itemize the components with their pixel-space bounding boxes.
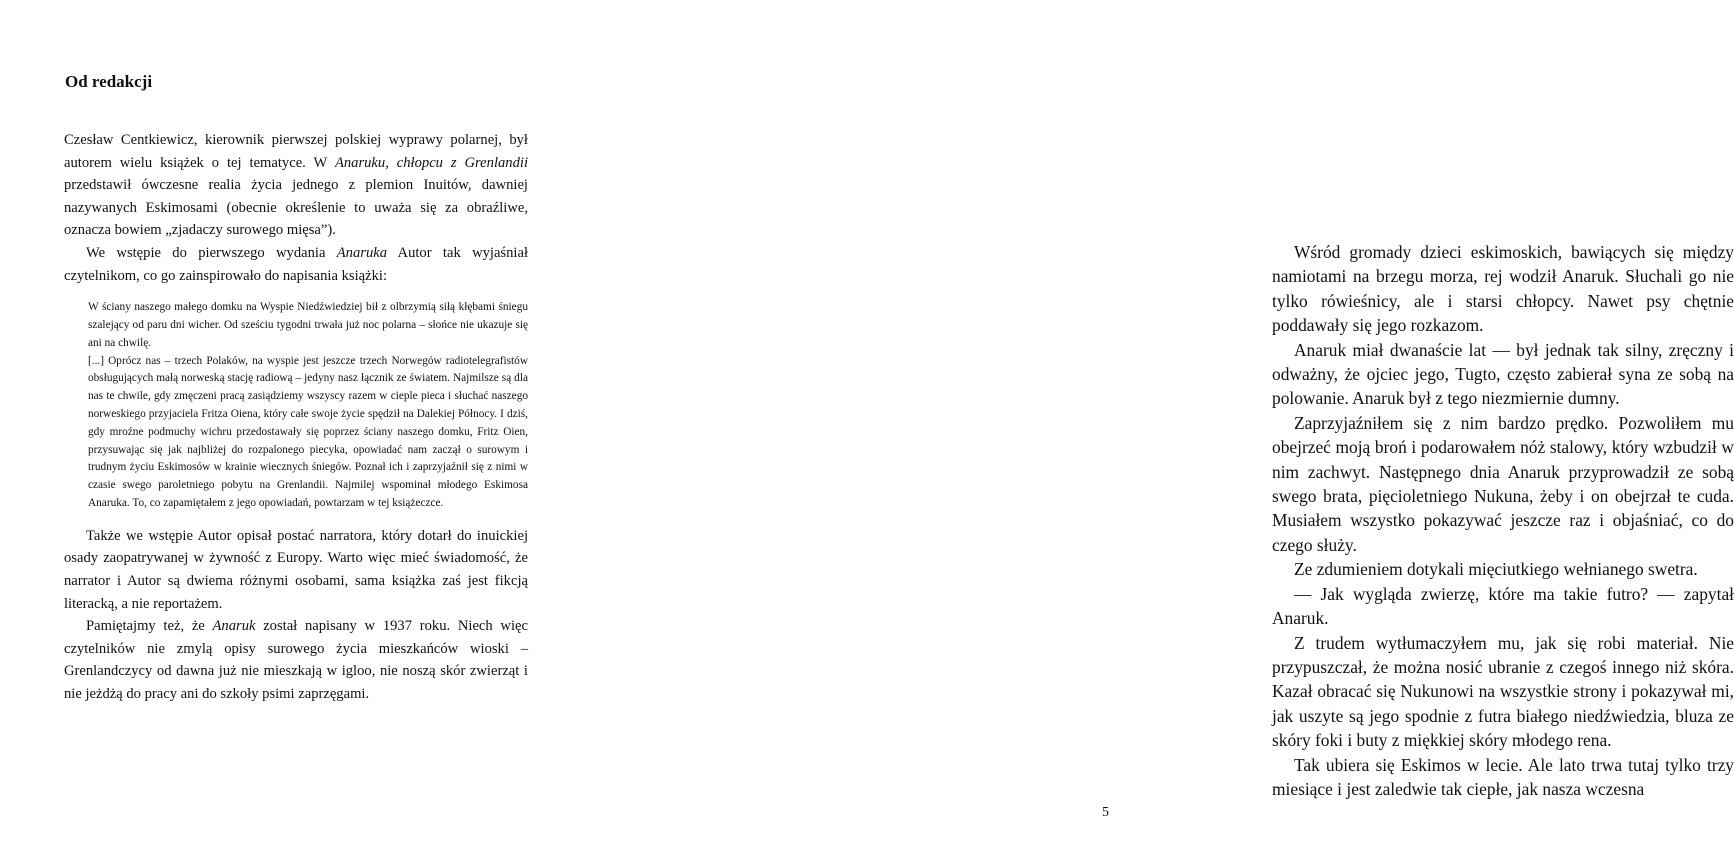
outro-paragraph-1: Także we wstępie Autor opisał postać narratora, który dotarł do inuickiej osady zaopatrywanej w żywność z Europy. Warto więc mieć świadomość, że narrator i Autor są dwiema różnymi osobami, sama książka zaś jest fikcją literacką, a nie reportażem. — [64, 527, 528, 612]
page-number: 5 — [1102, 805, 1109, 820]
story-paragraph: Zaprzyjaźniłem się z nim bardzo prędko. Pozwoliłem mu obejrzeć moją broń i podarowałem nóż stalowy, który wzbudził w nim zachwyt. Następnego dnia Anaruk przyprowadził ze sobą swego brata, pięcioletniego Nukuna, żeby i on obejrzał te cuda. Musiałem wszystko pokazywać jeszcze raz i objaśniać, co do czego służy. — [1272, 412, 1734, 555]
editorial-text — [64, 129, 528, 705]
story-paragraph: — Jak wygląda zwierzę, które ma takie futro? — zapytał Anaruk. — [1272, 583, 1734, 629]
outro-paragraph-2 — [64, 615, 528, 705]
quote-paragraph: [...] Oprócz nas – trzech Polaków, na wyspie jest jeszcze trzech Norwegów radiotelegrafistów obsługujących małą norweską stację radiową – jedyny nasz łącznik ze światem. Najmilsze są dla nas te chwile, gdy zmęczeni pracą zasiądziemy wszyscy razem w cieple pieca i słuchać naszego norweskiego przyjaciela Fritza Oiena, który całe swoje życie spędził na Dalekiej Północy. I dziś, gdy mroźne podmuchy wichru przedostawały się poprzez ściany naszego domku, Fritz Oien, przysuwając się jak najbliżej do rozpalonego piecyka, opowiadać nam zaczął o surowym i trudnym życiu Eskimosów w krainie wiecznych śniegów. Poznał ich i zaprzyjaźnił się z nimi w czasie swego paroletniego pobytu na Grenlandii. Najmilej wspominał młodego Eskimosa Anaruka. To, co zapamiętałem z jego opowiadań, powtarzam w tej książeczce. — [88, 354, 528, 509]
story-paragraph: Anaruk miał dwanaście lat — był jednak tak silny, zręczny i odważny, że ojciec jego, Tugto, często zabierał syna ze sobą na polowanie. Anaruk był z tego niezmiernie dumny. — [1272, 339, 1734, 409]
story-paragraph: Tak ubiera się Eskimos w lecie. Ale lato trwa tutaj tylko trzy miesiące i jest zaledwie tak ciepłe, jak nasza wczesna — [1272, 754, 1734, 799]
story-text — [1272, 240, 1734, 801]
intro-text: We wstępie do pierwszego wydania — [86, 244, 337, 261]
intro-text: przedstawił ówczesne realia życia jednego z plemion Inuitów, dawniej nazywanych Eskimosami (obecnie określenie to uważa się za obraźliwe, oznacza bowiem „zjadaczy surowego mięsa”). — [64, 177, 528, 239]
left-page — [0, 0, 600, 866]
intro-paragraph-2 — [64, 242, 528, 287]
book-title: Anaruku, chłopcu z Grenlandii — [334, 154, 529, 171]
intro-text: Czesław Centkiewicz, kierownik pierwszej polskiej wyprawy polarnej, był autorem wielu książek o tej tematyce. W — [64, 132, 528, 171]
editorial-heading: Od redakcji — [65, 72, 153, 91]
quote-paragraph: W ściany naszego małego domku na Wyspie Niedźwiedziej bił z olbrzymią siłą kłębami śniegu szalejący od paru dni wicher. Od sześciu tygodni trwała już noc polarna – słońce nie ukazuje się ani na chwilę. — [88, 301, 528, 349]
book-title: Anaruka — [336, 244, 388, 261]
story-paragraph: Z trudem wytłumaczyłem mu, jak się robi materiał. Nie przypuszczał, że można nosić ubranie z czegoś innego niż skóra. Kazał obracać się Nukunowi na wszystkie strony i pokazywał mi, jak uszyte są jego spodnie z futra białego niedźwiedzia, bluza ze skóry foki i buty z miękkiej skóry młodego rena. — [1272, 632, 1734, 751]
outro-text: Pamiętajmy też, że — [86, 618, 213, 635]
story-paragraph: Ze zdumieniem dotykali mięciutkiego wełnianego swetra. — [1294, 559, 1698, 580]
outro-text: został napisany w 1937 roku. Niech więc czytelników nie zmylą opisy surowego życia mieszkańców wioski – Grenlandczycy od dawna już nie mieszkają w igloo, nie noszą skór zwierząt i nie jeżdżą do pracy ani do szkoły psimi zaprzęgami. — [64, 618, 528, 702]
intro-paragraph-1 — [64, 129, 528, 242]
intro-text: Autor tak wyjaśniał czytelnikom, co go zainspirowało do napisania książki: — [64, 244, 528, 284]
book-title: Anaruk — [212, 618, 256, 635]
author-quote — [88, 299, 528, 513]
story-paragraph: Wśród gromady dzieci eskimoskich, bawiących się między namiotami na brzegu morza, rej wodził Anaruk. Słuchali go nie tylko rówieśnicy, ale i starsi chłopcy. Nawet psy chętnie poddawały się jego rozkazom. — [1272, 242, 1734, 336]
right-page — [600, 0, 1734, 866]
